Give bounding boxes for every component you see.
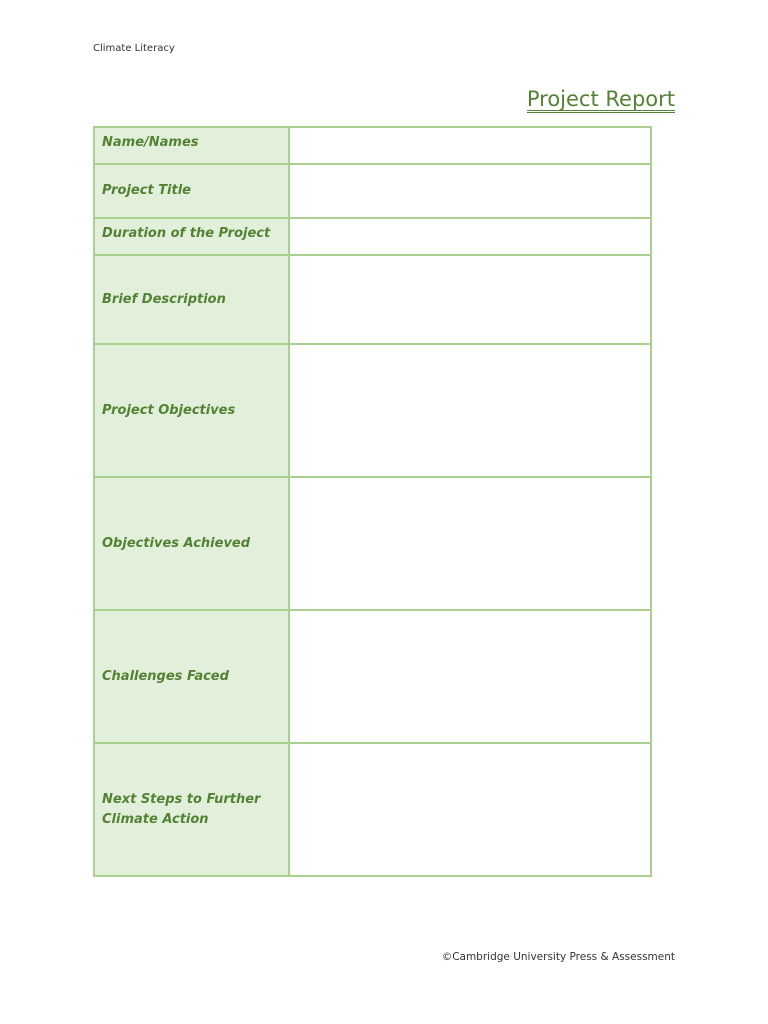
row-label: Project Objectives <box>102 402 236 418</box>
row-label-cell <box>94 477 289 610</box>
name-field[interactable] <box>289 127 651 164</box>
table-row <box>94 477 651 610</box>
row-label: Brief Description <box>102 291 226 307</box>
page-title: Project Report <box>526 87 675 111</box>
table-row <box>94 127 651 164</box>
objectives-achieved-field[interactable] <box>289 477 651 610</box>
row-label: Duration of the Project <box>102 226 271 241</box>
row-label: Objectives Achieved <box>102 535 251 551</box>
row-label-cell <box>94 743 289 876</box>
row-label: Challenges Faced <box>102 668 229 684</box>
row-label: Project Title <box>102 183 192 198</box>
table-row <box>94 164 651 218</box>
copyright-footer: ©Cambridge University Press & Assessment <box>441 951 675 963</box>
project-title-field[interactable] <box>289 164 651 218</box>
table-row <box>94 344 651 477</box>
row-label-cell <box>94 218 289 255</box>
table-row <box>94 610 651 743</box>
row-label: Next Steps to Further Climate Action <box>102 791 261 827</box>
row-label-cell <box>94 255 289 344</box>
row-label-cell <box>94 127 289 164</box>
project-objectives-field[interactable] <box>289 344 651 477</box>
header-label: Climate Literacy <box>93 43 175 54</box>
table-row <box>94 255 651 344</box>
duration-field[interactable] <box>289 218 651 255</box>
next-steps-field[interactable] <box>289 743 651 876</box>
row-label: Name/Names <box>102 135 199 150</box>
row-label-cell <box>94 344 289 477</box>
row-label-cell <box>94 164 289 218</box>
brief-description-field[interactable] <box>289 255 651 344</box>
challenges-faced-field[interactable] <box>289 610 651 743</box>
row-label-cell <box>94 610 289 743</box>
table-row <box>94 743 651 876</box>
project-report-table <box>93 126 652 877</box>
table-row <box>94 218 651 255</box>
